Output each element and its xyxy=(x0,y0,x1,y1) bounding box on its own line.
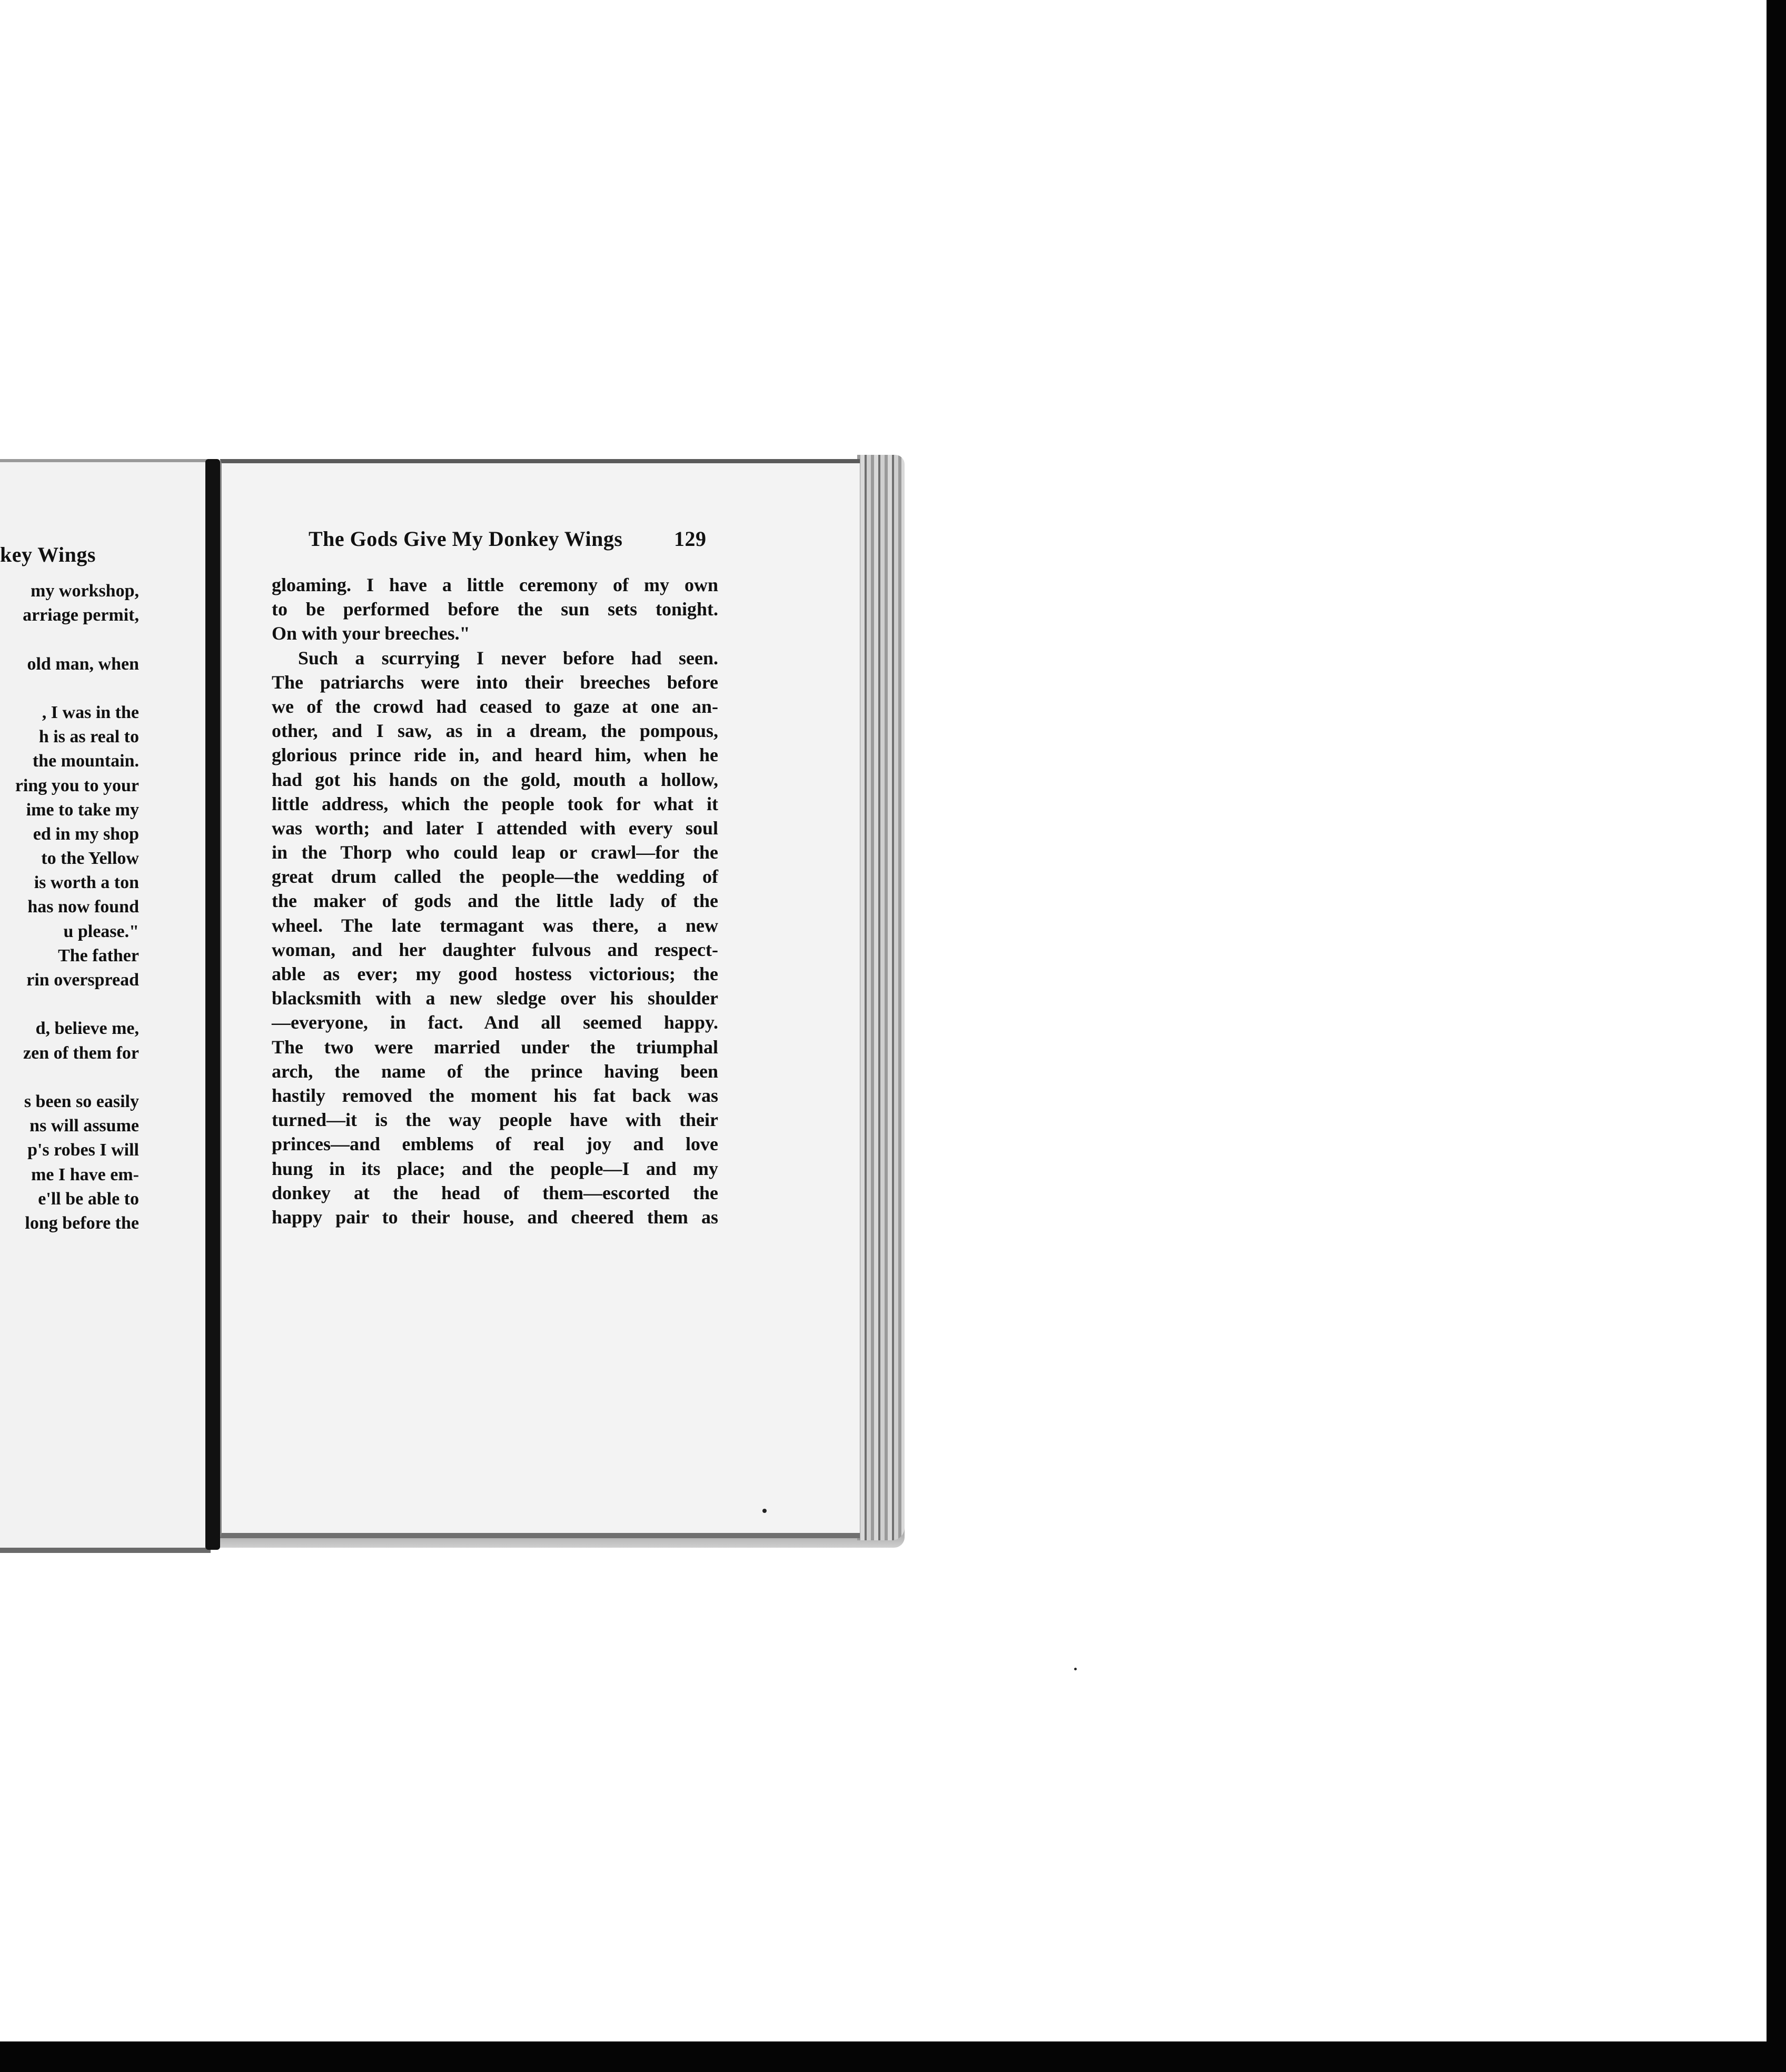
body-text-line: able as ever; my good hostess victorious; the xyxy=(272,963,718,984)
left-text-line: d, believe me, xyxy=(35,1019,139,1039)
left-text-line: has now found xyxy=(27,897,139,917)
book-fore-edge xyxy=(857,455,905,1540)
left-text-line: the mountain. xyxy=(32,751,139,771)
body-text-line: —everyone, in fact. And all seemed happy. xyxy=(272,1012,718,1033)
left-text-line: my workshop, xyxy=(31,581,139,601)
left-text-line: ed in my shop xyxy=(33,824,139,844)
left-text-line xyxy=(0,676,139,701)
body-text-line: glorious prince ride in, and heard him, when he xyxy=(272,744,718,766)
body-text-line: great drum called the people—the wedding of xyxy=(272,866,718,888)
body-text-line: On with your breeches." xyxy=(272,623,470,644)
left-text-line: , I was in the xyxy=(42,702,139,722)
body-text-line: had got his hands on the gold, mouth a hollow, xyxy=(272,769,718,790)
body-text-line: Such a scurrying I never before had seen. xyxy=(298,647,718,669)
left-text-line: long before the xyxy=(25,1213,139,1233)
left-text-line xyxy=(0,1065,139,1090)
left-text-line: ring you to your xyxy=(15,775,139,795)
left-text-line: e'll be able to xyxy=(38,1189,139,1209)
left-text-line: h is as real to xyxy=(38,727,139,747)
left-text-line: me I have em- xyxy=(31,1164,139,1184)
left-text-line: old man, when xyxy=(27,654,139,674)
left-text-line: arriage permit, xyxy=(23,605,139,625)
left-running-head: key Wings xyxy=(0,543,96,566)
body-text-line: blacksmith with a new sledge over his shoulder xyxy=(272,988,718,1009)
body-text-line: gloaming. I have a little ceremony of my own xyxy=(272,574,718,595)
left-text-line: to the Yellow xyxy=(41,849,139,869)
scan-border-bottom xyxy=(0,2041,1786,2072)
body-text-line: other, and I saw, as in a dream, the pompous, xyxy=(272,720,718,742)
body-text-line: little address, which the people took for what it xyxy=(272,793,718,814)
body-text-line: woman, and her daughter fulvous and respect- xyxy=(272,939,718,960)
left-text-line: p's robes I will xyxy=(27,1140,139,1160)
page-number: 129 xyxy=(674,527,707,551)
body-text-line: turned—it is the way people have with their xyxy=(272,1109,718,1131)
body-text-line: happy pair to their house, and cheered them as xyxy=(272,1206,718,1228)
left-text-line: rin overspread xyxy=(26,970,139,990)
left-text-line: zen of them for xyxy=(23,1043,139,1063)
body-text-line: donkey at the head of them—escorted the xyxy=(272,1182,718,1203)
right-running-head: The Gods Give My Donkey Wings xyxy=(309,527,623,551)
scan-border-right xyxy=(1767,0,1786,2072)
left-text-line: u please." xyxy=(63,921,139,941)
body-text-line: arch, the name of the prince having been xyxy=(272,1060,718,1082)
body-text-line: we of the crowd had ceased to gaze at one an- xyxy=(272,695,718,717)
body-text-line: in the Thorp who could leap or crawl—for the xyxy=(272,842,718,863)
body-text-line: The patriarchs were into their breeches before xyxy=(272,671,718,693)
left-text-line: is worth a ton xyxy=(34,873,139,893)
body-text-line: to be performed before the sun sets tonight. xyxy=(272,599,718,620)
left-text-line: s been so easily xyxy=(24,1091,139,1111)
left-text-line: The father xyxy=(58,945,139,965)
body-text-line: hung in its place; and the people—I and my xyxy=(272,1158,718,1179)
left-text-line: ime to take my xyxy=(26,800,139,820)
left-text-line xyxy=(0,992,139,1017)
body-text-line: princes—and emblems of real joy and love xyxy=(272,1133,718,1155)
left-text-line: ns will assume xyxy=(29,1116,139,1136)
right-page-text xyxy=(272,573,718,1229)
left-page-text xyxy=(0,579,139,1236)
book-gutter xyxy=(205,459,220,1550)
dust-speck xyxy=(1074,1668,1077,1670)
dust-speck xyxy=(762,1509,767,1513)
body-text-line: The two were married under the triumphal xyxy=(272,1036,718,1058)
left-text-line xyxy=(0,627,139,652)
body-text-line: wheel. The late termagant was there, a new xyxy=(272,914,718,936)
body-text-line: hastily removed the moment his fat back was xyxy=(272,1084,718,1106)
body-text-line: the maker of gods and the little lady of the xyxy=(272,890,718,912)
body-text-line: was worth; and later I attended with every soul xyxy=(272,817,718,839)
